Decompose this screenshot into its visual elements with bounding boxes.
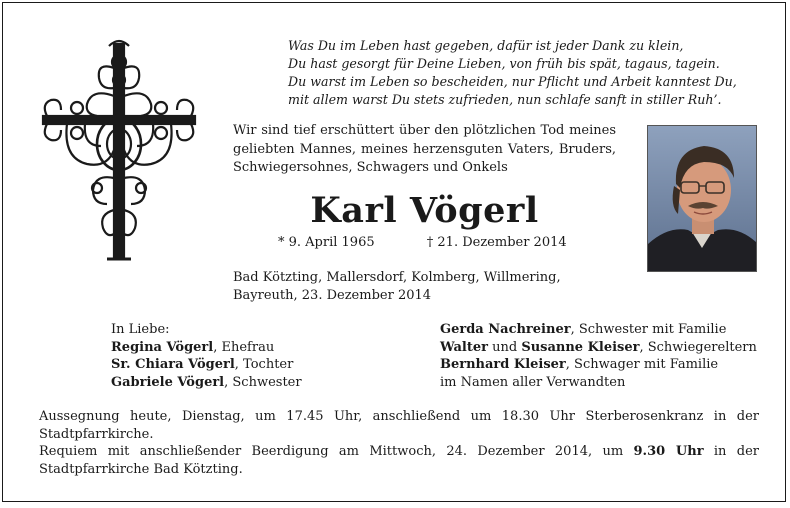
mourner-row	[440, 321, 757, 339]
service-paragraph: Aussegnung heute, Dienstag, um 17.45 Uhr, anschließend um 18.30 Uhr Sterberosenkranz in der Stadtpfarrkirche.	[39, 409, 759, 442]
death-date: † 21. Dezember 2014	[426, 235, 567, 250]
mourner-connector: und	[487, 339, 522, 355]
mourner-role: , Ehefrau	[213, 339, 275, 355]
mourners-left	[111, 321, 302, 391]
mourner-row: im Namen aller Verwandten	[440, 374, 626, 390]
mourner-row	[440, 356, 757, 374]
mourner-name: Sr. Chiara Vögerl	[111, 357, 235, 372]
obituary-notice	[2, 2, 786, 502]
wrought-iron-cross-icon	[37, 38, 201, 266]
place-and-date	[233, 269, 561, 305]
mourners-heading: In Liebe:	[111, 322, 170, 337]
mourner-role: , Schwester mit Familie	[570, 322, 727, 337]
deceased-name: Karl Vögerl	[310, 190, 539, 231]
service-details	[39, 408, 759, 478]
mourner-row	[111, 374, 302, 392]
mourner-name: Walter	[440, 339, 488, 355]
requiem-text: in der Stadtpfarrkirche Bad Kötzting.	[39, 444, 759, 477]
mourner-name: Susanne Kleiser	[521, 339, 640, 355]
requiem-time: 9.30 Uhr	[633, 444, 704, 459]
mourner-name: Bernhard Kleiser	[440, 357, 566, 372]
birth-date: * 9. April 1965	[278, 235, 375, 250]
mourner-name: Gerda Nachreiner	[440, 322, 571, 337]
poem-line: Du hast gesorgt für Deine Lieben, von früh bis spät, tagaus, tagein.	[288, 56, 720, 71]
poem-line: mit allem warst Du stets zufrieden, nun schlafe sanft in stiller Ruh’.	[288, 92, 722, 107]
mourner-role: , Tochter	[234, 357, 294, 372]
mourner-row	[111, 356, 302, 374]
mourner-role: , Schwiegereltern	[639, 339, 757, 355]
mourner-role: , Schwester	[224, 374, 302, 390]
mourner-row	[440, 339, 757, 357]
mourner-name: Gabriele Vögerl	[111, 374, 225, 390]
mourners-right	[440, 321, 757, 391]
life-dates	[278, 235, 567, 250]
mourner-role: , Schwager mit Familie	[565, 357, 719, 372]
mourner-row	[111, 339, 302, 357]
place-line: Bad Kötzting, Mallersdorf, Kolmberg, Willmering,	[233, 270, 561, 285]
memorial-poem	[288, 37, 758, 109]
announcement-intro: Wir sind tief erschüttert über den plötzlichen Tod meines geliebten Mannes, meines herzensguten Vaters, Bruders, Schwiegersohnes, Schwagers und Onkels	[233, 123, 616, 175]
poem-line: Was Du im Leben hast gegeben, dafür ist jeder Dank zu klein,	[288, 38, 684, 53]
mourner-name: Regina Vögerl	[111, 339, 214, 355]
place-date-line: Bayreuth, 23. Dezember 2014	[233, 288, 432, 303]
poem-line: Du warst im Leben so bescheiden, nur Pflicht und Arbeit kanntest Du,	[288, 74, 737, 89]
requiem-paragraph	[39, 443, 759, 478]
requiem-text: Requiem mit anschließender Beerdigung am Mittwoch, 24. Dezember 2014, um	[39, 444, 634, 459]
portrait-photo	[647, 125, 757, 272]
